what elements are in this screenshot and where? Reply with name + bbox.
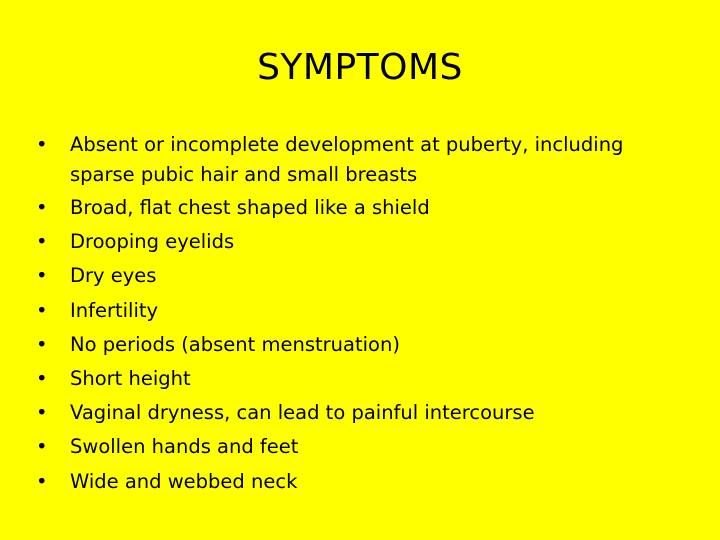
bullet-icon: • (36, 332, 48, 356)
list-item-text: Absent or incomplete development at puberty, including sparse pubic hair and small breasts (70, 133, 624, 186)
list-item (36, 467, 676, 497)
bullet-icon: • (36, 230, 48, 254)
list-item-text: No periods (absent menstruation) (70, 332, 400, 356)
list-item (36, 227, 676, 257)
list-item (36, 432, 676, 462)
list-item-text: Short height (70, 366, 191, 390)
list-item (36, 398, 676, 428)
list-item-text: Broad, flat chest shaped like a shield (70, 196, 430, 219)
list-item (36, 130, 676, 190)
list-item (36, 261, 676, 291)
bullet-icon: • (36, 298, 48, 322)
bullet-icon: • (36, 133, 48, 156)
list-item (36, 364, 676, 394)
list-item-text: Infertility (70, 298, 159, 322)
list-item (36, 296, 676, 326)
list-item (36, 193, 676, 223)
list-item-text: Swollen hands and feet (70, 435, 299, 459)
slide-title: SYMPTOMS (257, 47, 463, 88)
list-item-text: Wide and webbed neck (70, 469, 298, 493)
bullet-icon: • (36, 196, 48, 219)
list-item (36, 330, 676, 360)
list-item-text: Dry eyes (70, 264, 157, 288)
bullet-icon: • (36, 435, 48, 459)
list-item-text: Vaginal dryness, can lead to painful intercourse (70, 401, 535, 425)
bullet-icon: • (36, 401, 48, 425)
symptom-list (36, 130, 676, 501)
list-item-text: Drooping eyelids (70, 230, 235, 254)
bullet-icon: • (36, 264, 48, 288)
bullet-icon: • (36, 469, 48, 493)
bullet-icon: • (36, 366, 48, 390)
